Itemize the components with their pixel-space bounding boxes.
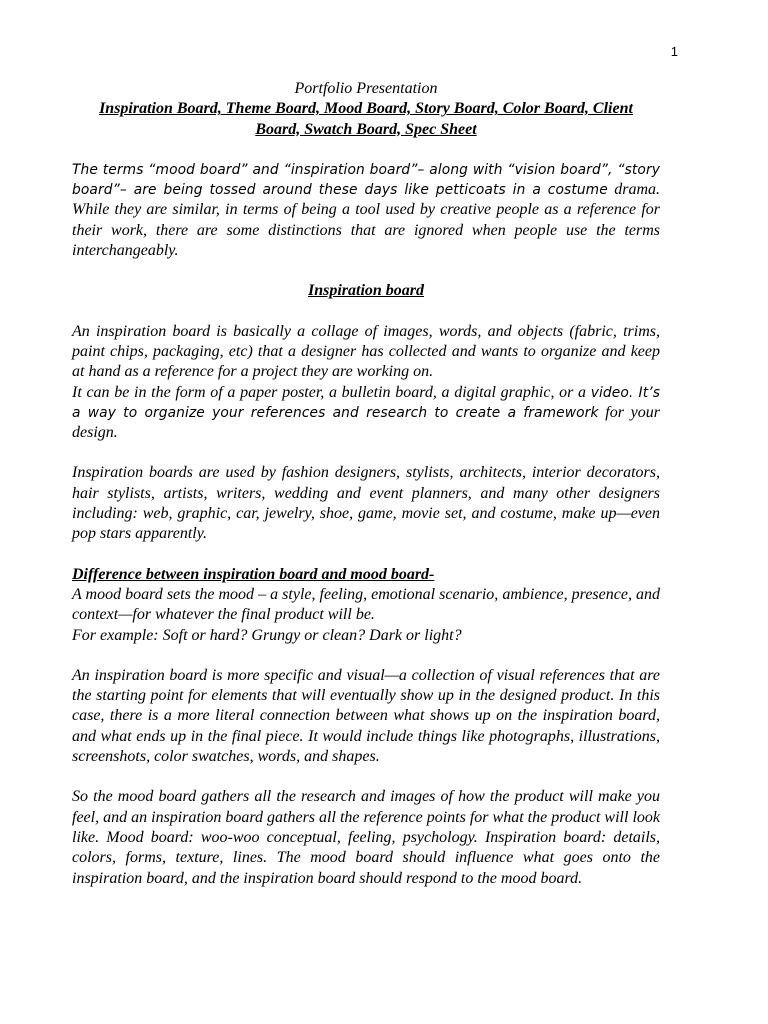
difference-paragraph-4: So the mood board gathers all the research and images of how the product will make you feel, and an inspiration board gathers all the reference points for what the product will look like. Mood board: woo-woo conceptual, feeling, psychology. Inspiration board: details, colors, forms, texture, lines. The mood board should influence what goes onto the inspiration board, and the inspiration board should respond to the mood board. [72,788,660,887]
spacer [72,767,660,787]
difference-paragraph-2: For example: Soft or hard? Grungy or clean? Dark or light? [72,626,462,644]
inspiration-paragraph-2-part-2: video. It’s a way to organize your references and research to create a framework [72,384,661,421]
inspiration-paragraph-2-part-1: It can be in the form of a paper poster, a bulletin board, a digital graphic, or a [72,383,591,401]
inspiration-paragraph-2 [72,383,660,444]
spacer [72,545,660,565]
intro-text-part-1: The terms “mood board” and “inspiration board”– along with “vision board”, “story board”– are being tossed around these days like petticoats in a costume [72,161,660,199]
difference-paragraph-1: A mood board sets the mood – a style, feeling, emotional scenario, ambience, presence, and context—for whatever the final product will be. [72,585,660,624]
document-subtitle-line-1: Inspiration Board, Theme Board, Mood Board, Story Board, Color Board, Client [99,100,633,118]
spacer [72,302,660,322]
difference-paragraph-3: An inspiration board is more specific and visual—a collection of visual references that are the starting point for elements that will eventually show up in the designed product. In this case, there is a more literal connection between what shows up on the inspiration board, and what ends up in the final piece. It would include things like photographs, illustrations, screenshots, color swatches, words, and shapes. [72,666,660,766]
section-heading-inspiration-board: Inspiration board [307,282,425,300]
spacer [72,443,660,463]
inspiration-paragraph-2-part-3: for your design. [72,403,661,442]
intro-text-part-2: drama. While they are similar, in terms of being a tool used by creative people as a reference for their work, there are some distinctions that are ignored when people use the terms interchangeably. [72,181,661,260]
spacer [72,140,660,160]
inspiration-paragraph-3: Inspiration boards are used by fashion designers, stylists, architects, interior decorators, hair stylists, artists, writers, wedding and event planners, and many other designers including: web, graphic, car, jewelry, shoe, game, movie set, and costume, make up—even pop stars apparently. [72,464,660,543]
document-title: Portfolio Presentation [294,80,438,97]
section-heading-difference: Difference between inspiration board and mood board- [72,565,435,583]
inspiration-paragraph-1: An inspiration board is basically a collage of images, words, and objects (fabric, trims, paint chips, packaging, etc) that a designer has collected and wants to organize and keep at hand as a reference for a project they are working on. [72,322,660,381]
spacer [72,261,660,281]
spacer [72,646,660,666]
document-subtitle-line-2: Board, Swatch Board, Spec Sheet [255,120,477,138]
page-number: 1 [670,44,678,59]
intro-paragraph [72,160,660,261]
document-body [72,79,660,889]
